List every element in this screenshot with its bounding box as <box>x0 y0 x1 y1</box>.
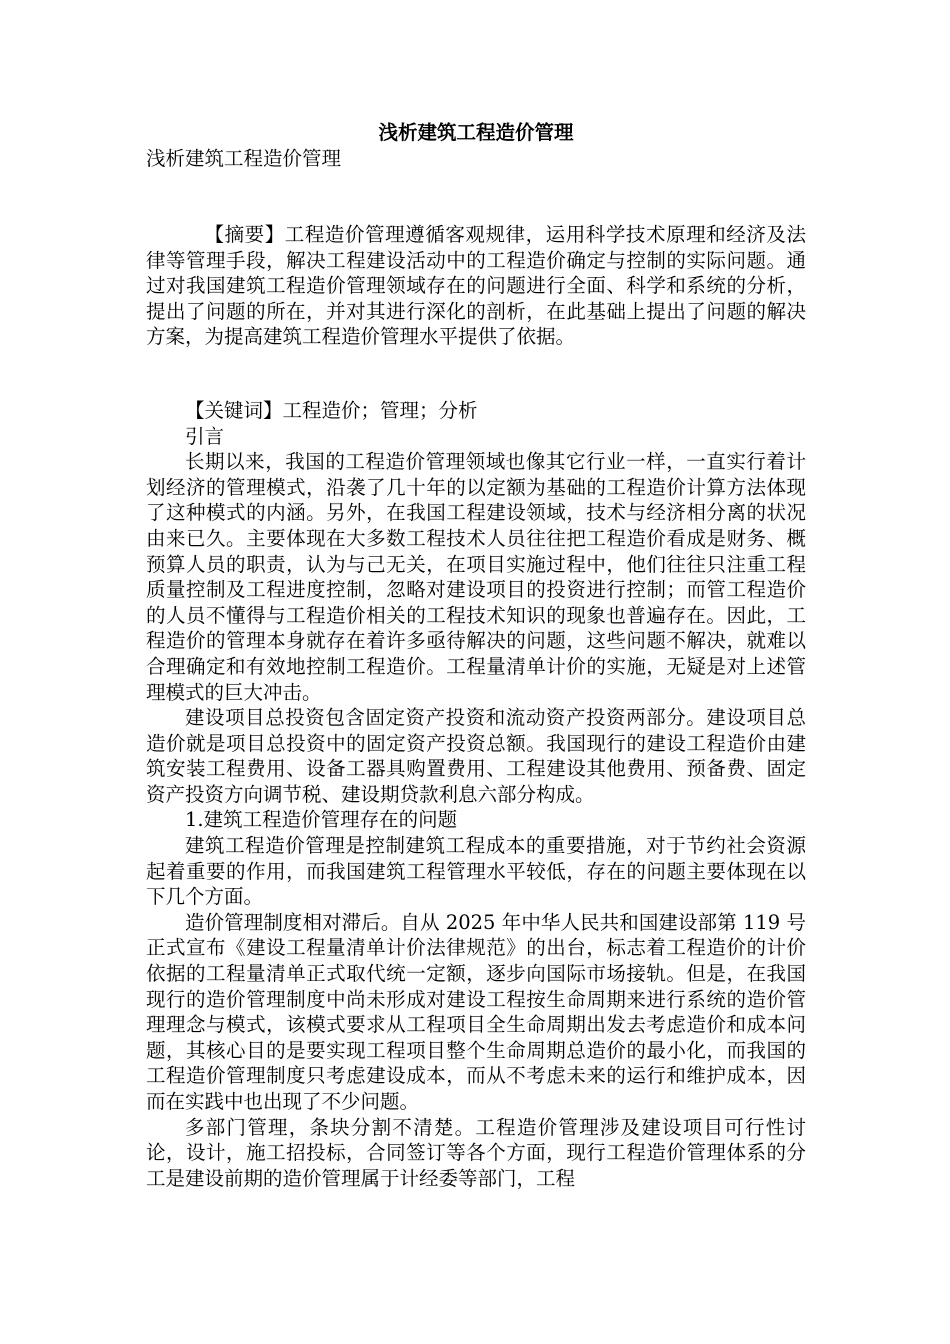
body-paragraph: 造价管理制度相对滞后。自从 2025 年中华人民共和国建设部第 119 号正式宣布《建设工程量清单计价法律规范》的出台，标志着工程造价的计价依据的工程量清单正式取代统一定额，逐步向国际市场接轨。但是，在我国现行的造价管理制度中尚未形成对建设工程按生命周期来进行系统的造价管理理念与模式，该模式要求从工程项目全生命周期出发去考虑造价和成本问题，其核心目的是要实现工程项目整个生命周期总造价的最小化，而我国的工程造价管理制度只考虑建设成本，而从不考虑未来的运行和维护成本，因而在实践中也出现了不少问题。 <box>146 910 806 1113</box>
intro-heading: 引言 <box>185 424 225 448</box>
body-paragraph: 建筑工程造价管理是控制建筑工程成本的重要措施，对于节约社会资源起着重要的作用，而我国建筑工程管理水平较低，存在的问题主要体现在以下几个方面。 <box>146 834 806 909</box>
document-subtitle: 浅析建筑工程造价管理 <box>146 147 342 170</box>
spacer <box>146 172 806 222</box>
document-title: 浅析建筑工程造价管理 <box>378 121 574 144</box>
keywords-line: 【关键词】工程造价；管理；分析 <box>185 398 478 422</box>
abstract-paragraph: 【摘要】工程造价管理遵循客观规律，运用科学技术原理和经济及法律等管理手段，解决工程建设活动中的工程造价确定与控制的实际问题。通过对我国建筑工程造价管理领域存在的问题进行全面、科学和系统的分析，提出了问题的所在，并对其进行深化的剖析，在此基础上提出了问题的解决方案，为提高建筑工程造价管理水平提供了依据。 <box>146 223 806 349</box>
body-paragraph: 长期以来，我国的工程造价管理领域也像其它行业一样，一直实行着计划经济的管理模式，沿袭了几十年的以定额为基础的工程造价计算方法体现了这种模式的内涵。另外，在我国工程建设领域，技术与经济相分离的状况由来已久。主要体现在大多数工程技术人员往往把工程造价看成是财务、概预算人员的职责，认为与己无关，在项目实施过程中，他们往往只注重工程质量控制及工程进度控制，忽略对建设项目的投资进行控制；而管工程造价的人员不懂得与工程造价相关的工程技术知识的现象也普遍存在。因此，工程造价的管理本身就存在着许多亟待解决的问题，这些问题不解决，就难以合理确定和有效地控制工程造价。工程量清单计价的实施，无疑是对上述管理模式的巨大冲击。 <box>146 450 806 704</box>
body-paragraph: 多部门管理，条块分割不清楚。工程造价管理涉及建设项目可行性讨论，设计，施工招投标，合同签订等各个方面，现行工程造价管理体系的分工是建设前期的造价管理属于计经委等部门，工程 <box>146 1115 806 1190</box>
section-heading: 1.建筑工程造价管理存在的问题 <box>185 808 458 832</box>
body-paragraph: 建设项目总投资包含固定资产投资和流动资产投资两部分。建设项目总造价就是项目总投资中的固定资产投资总额。我国现行的建设工程造价由建筑安装工程费用、设备工器具购置费用、工程建设其他费用、预备费、固定资产投资方向调节税、建设期贷款利息六部分构成。 <box>146 706 806 806</box>
document-page <box>146 120 806 1191</box>
spacer <box>146 350 806 398</box>
